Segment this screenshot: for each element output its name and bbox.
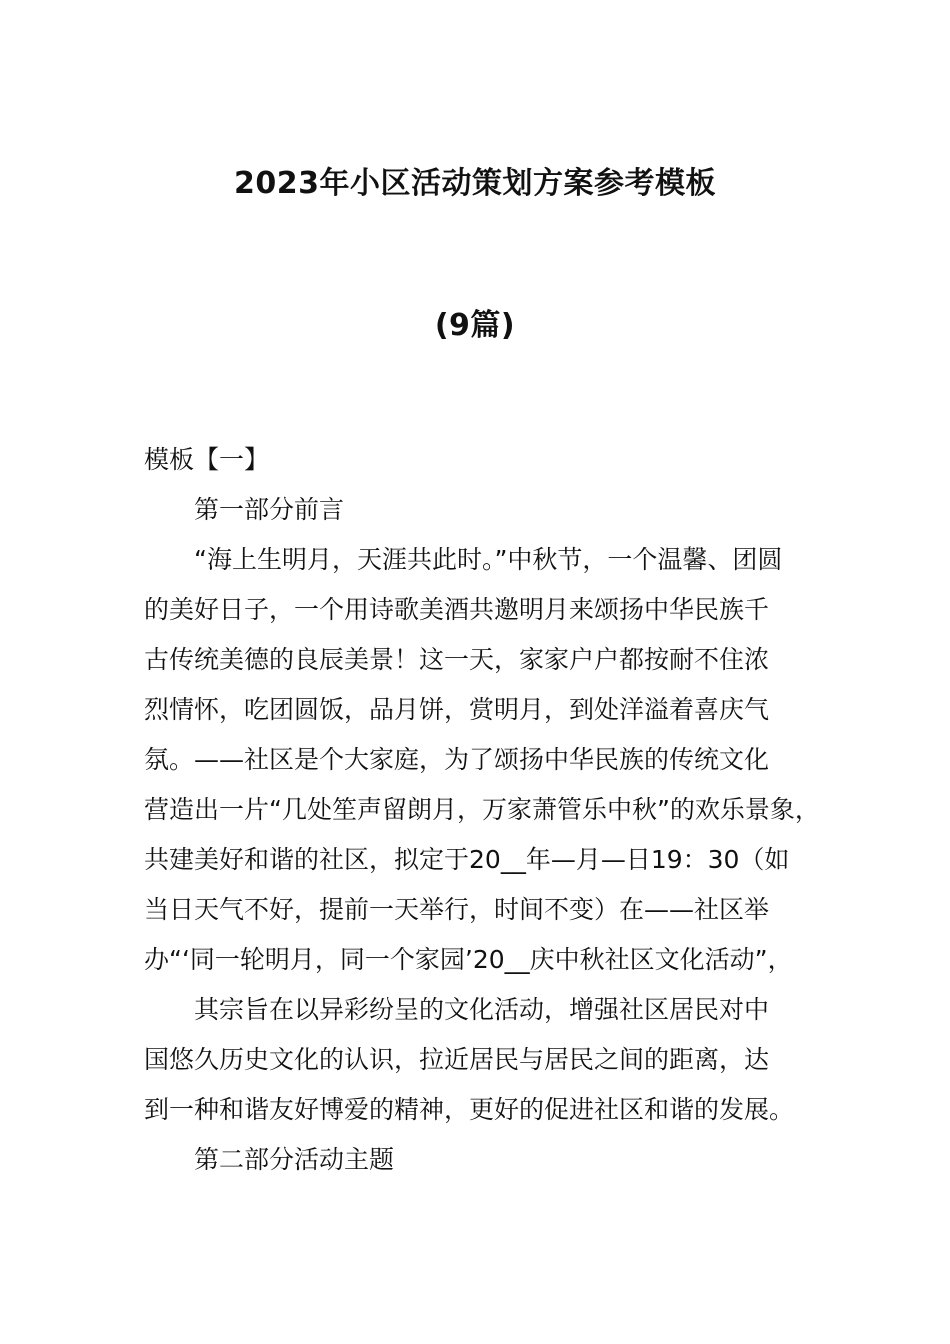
- document-body: [144, 485, 820, 1185]
- section-label: 模板【一】: [144, 445, 270, 474]
- body-line: 办“‘同一轮明月，同一个家园’20__庆中秋社区文化活动”，: [144, 945, 793, 974]
- body-line: 氛。——社区是个大家庭，为了颂扬中华民族的传统文化: [144, 745, 770, 774]
- body-line: 当日天气不好，提前一天举行，时间不变）在——社区举: [144, 895, 770, 924]
- body-line: 其宗旨在以异彩纷呈的文化活动，增强社区居民对中: [194, 995, 770, 1024]
- body-line: 营造出一片“几处笙声留朗月，万家萧管乐中秋”的欢乐景象，: [144, 795, 820, 824]
- body-line: 的美好日子，一个用诗歌美酒共邀明月来颂扬中华民族千: [144, 595, 770, 624]
- body-line: “海上生明月，天涯共此时。”中秋节，一个温馨、团圆: [194, 545, 783, 574]
- body-line: 国悠久历史文化的认识，拉近居民与居民之间的距离，达: [144, 1045, 770, 1074]
- document-title: 2023年小区活动策划方案参考模板: [234, 166, 716, 201]
- body-line: 第二部分活动主题: [194, 1145, 395, 1174]
- body-line: 共建美好和谐的社区，拟定于20__年—月—日19：30（如: [144, 845, 790, 874]
- body-line: 古传统美德的良辰美景！这一天，家家户户都按耐不住浓: [144, 645, 770, 674]
- body-line: 第一部分前言: [194, 495, 345, 524]
- body-line: 烈情怀，吃团圆饭，品月饼，赏明月，到处洋溢着喜庆气: [144, 695, 770, 724]
- body-line: 到一种和谐友好博爱的精神，更好的促进社区和谐的发展。: [144, 1095, 795, 1124]
- document-subtitle: (9篇): [434, 308, 516, 343]
